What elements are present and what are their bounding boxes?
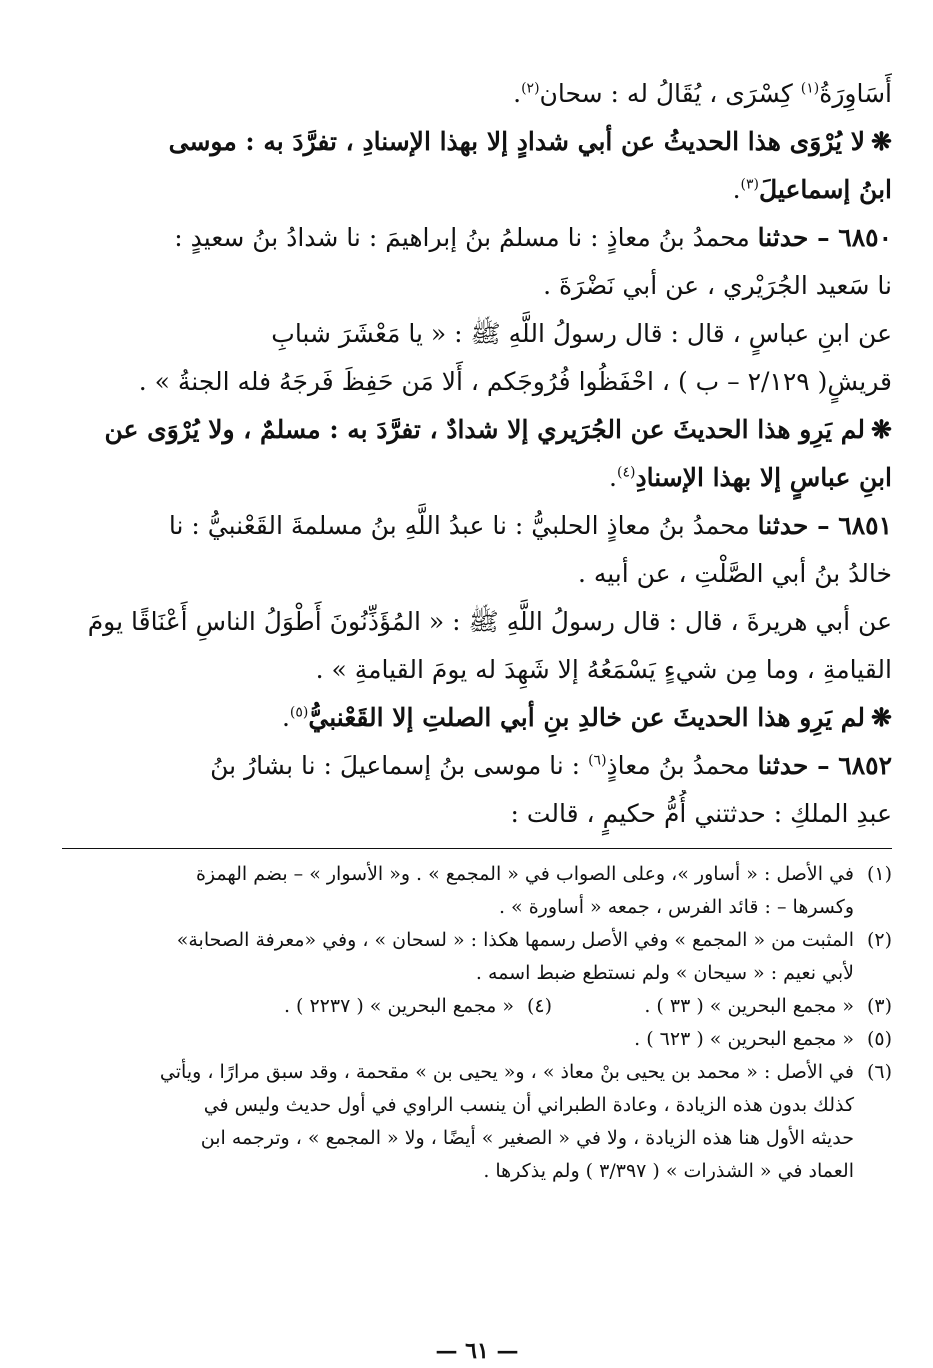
footnote-divider (62, 848, 892, 849)
footnote-text: « مجمع البحرين » ( ٣٣ ) . (644, 995, 854, 1017)
footnote-text: المثبت من « المجمع » وفي الأصل رسمها هكذا : « لسحان » ، وفي «معرفة الصحابة» (176, 929, 854, 951)
footnote-ref: (٢) (521, 80, 540, 97)
footnote-text: كذلك بدون هذه الزيادة ، وعادة الطبراني أن ينسب الراوي في أول حديث وليس في (203, 1094, 854, 1116)
footnote-text: وكسرها – : قائد الفرس ، جمعه « أساورة » . (498, 896, 854, 918)
asterisk-icon: ❋ (871, 415, 892, 444)
text-segment: لا يُرْوَى هذا الحديثُ عن أبي شدادٍ إلا بهذا الإسنادِ ، تفرَّدَ به : موسى (168, 127, 866, 156)
footnote-ref: (٥) (289, 704, 309, 721)
text-segment: . (281, 703, 290, 732)
text-segment: نا سَعيد الجُرَيْري ، عن أبي نَضْرَةَ . (543, 271, 892, 300)
hadith-number: ٦٨٥١ (838, 511, 892, 540)
footnote-line (62, 924, 892, 957)
footnote-text: حديثه الأول هنا هذه الزيادة ، ولا في « الصغير » أيضًا ، ولا « المجمع » ، وترجمه ابن (200, 1127, 854, 1149)
footnote-line (62, 957, 892, 990)
book-page (62, 70, 892, 1364)
text-segment: كِسْرَى ، يُقَالُ له : سحان (539, 79, 801, 108)
footnote-line (62, 1122, 892, 1155)
text-line (62, 358, 892, 406)
asterisk-icon: ❋ (871, 703, 892, 732)
footnote-number: (٣) (866, 995, 892, 1017)
footnote-ref: (١) (800, 80, 820, 97)
footnote-line (62, 1056, 892, 1089)
footnotes (62, 858, 892, 1188)
footnote-line (62, 858, 892, 891)
text-segment: محمدُ بنُ معاذٍ (606, 751, 758, 780)
footnote-text: « مجمع البحرين » ( ٦٢٣ ) . (634, 1028, 854, 1050)
footnote-ref: (٦) (588, 752, 607, 769)
text-segment: عن ابنِ عباسٍ ، قال : قال رسولُ اللَّهِ ﷺ : « يا مَعْشَرَ شبابِ (271, 319, 892, 348)
footnote-line (62, 891, 892, 924)
text-segment: ابنِ عباسٍ إلا بهذا الإسنادِ (635, 463, 892, 492)
text-segment: القيامةِ ، وما مِن شيءٍ يَسْمَعُهُ إلا شَهِدَ له يومَ القيامةِ » . (315, 655, 892, 684)
footnote-text: لأبي نعيم : « سيحان » ولم نستطع ضبط اسمه . (475, 962, 854, 984)
text-segment: . (513, 79, 522, 108)
footnote-text: في الأصل : « أساور »، وعلى الصواب في « المجمع » . و« الأسوار » – بضم الهمزة (195, 863, 854, 885)
footnote-ref: (٤) (616, 464, 636, 481)
commentary-line (62, 406, 892, 454)
hadith-number: ٦٨٥٠ (838, 223, 892, 252)
hadith-number: ٦٨٥٢ (838, 751, 892, 780)
footnote-number: (٤) (526, 995, 552, 1017)
main-text (62, 70, 892, 838)
text-segment: محمدُ بنُ معاذٍ الحلبيُّ : نا عبدُ اللَّهِ بنُ مسلمةَ القَعْنبيُّ : نا (168, 511, 758, 540)
text-line (62, 262, 892, 310)
text-segment: ابنُ إسماعيلَ (759, 175, 892, 204)
commentary-line (62, 118, 892, 166)
footnote-col (552, 990, 892, 1023)
text-segment: أَسَاوِرَةُ (819, 79, 892, 108)
page-number: — ٦١ — (435, 1338, 519, 1364)
text-line (62, 790, 892, 838)
hadith-header-line (62, 502, 892, 550)
text-segment: لم يَرِو هذا الحديثَ عن خالدِ بنِ أبي الصلتِ إلا القَعْنبيُّ (308, 703, 866, 732)
footnote-text: في الأصل : « محمد بن يحيى بنْ معاذ » ، و« يحيى بن » مقحمة ، وقد سبق مرارًا ، ويأتي (159, 1061, 854, 1083)
text-segment: محمدُ بنُ معاذٍ : نا مسلمُ بنُ إبراهيمَ : نا شدادُ بنُ سعيدٍ : (174, 223, 758, 252)
commentary-line (62, 454, 892, 502)
text-segment: خالدُ بنُ أبي الصَّلْتِ ، عن أبيه . (577, 559, 892, 588)
text-segment: – حدثنا (757, 223, 839, 252)
text-line (62, 598, 892, 646)
footnote-line (62, 1089, 892, 1122)
text-segment: قريشٍ( ٢/١٢٩ – ب ) ، احْفَظُوا فُرُوجَكم ، أَلا مَن حَفِظَ فَرجَهُ فله الجنةُ » . (138, 367, 892, 396)
hadith-header-line (62, 214, 892, 262)
footnote-ref: (٣) (740, 176, 759, 193)
text-line (62, 70, 892, 118)
footnote-text: العماد في « الشذرات » ( ٣/٣٩٧ ) ولم يذكرها . (483, 1160, 854, 1182)
hadith-header-line (62, 742, 892, 790)
text-segment: – حدثنا (757, 511, 839, 540)
text-line (62, 310, 892, 358)
footnote-col (284, 990, 552, 1023)
text-segment: عن أبي هريرةَ ، قال : قال رسولُ اللَّهِ ﷺ : « المُؤَذِّنُونَ أَطْوَلُ الناسِ أَعْنَاقًا يومَ (87, 607, 892, 636)
text-segment: – حدثنا (757, 751, 839, 780)
text-segment: لم يَرِو هذا الحديثَ عن الجُرَيري إلا شدادٌ ، تفرَّدَ به : مسلمٌ ، ولا يُرْوَى عن (104, 415, 866, 444)
text-segment: . (732, 175, 741, 204)
asterisk-icon: ❋ (871, 127, 892, 156)
text-segment: . (609, 463, 617, 492)
footnote-number: (٢) (866, 929, 892, 951)
footnote-number: (٦) (866, 1061, 892, 1083)
footnote-text: « مجمع البحرين » ( ٢٢٣٧ ) . (283, 995, 514, 1017)
footnote-number: (٥) (866, 1028, 892, 1050)
footnote-line (62, 1023, 892, 1056)
commentary-line (62, 694, 892, 742)
commentary-line (62, 166, 892, 214)
text-segment: : نا موسى بنُ إسماعيلَ : نا بشارُ بنُ (210, 751, 589, 780)
footnote-line (62, 1155, 892, 1188)
footnote-line (62, 990, 892, 1023)
text-line (62, 646, 892, 694)
text-segment: عبدِ الملكِ : حدثتني أُمُّ حكيمٍ ، قالت : (510, 799, 892, 828)
text-line (62, 550, 892, 598)
footnote-number: (١) (866, 863, 892, 885)
